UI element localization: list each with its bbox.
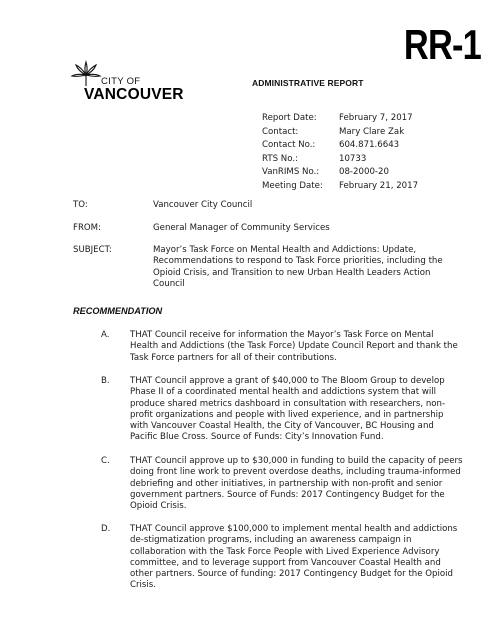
city-of-vancouver-logo (70, 60, 190, 106)
meta-label: RTS No.: (262, 153, 298, 164)
to-label: TO: (73, 200, 88, 210)
recommendation-letter: B. (101, 376, 110, 386)
meta-label: VanRIMS No.: (262, 167, 320, 178)
leaf-emblem-icon (70, 60, 102, 88)
meta-label: Contact No.: (262, 140, 316, 151)
from-row (73, 223, 443, 234)
meta-value: 10733 (339, 153, 367, 164)
meta-label: Meeting Date: (262, 180, 323, 191)
subject-label: SUBJECT: (73, 245, 112, 255)
meta-row (262, 166, 418, 180)
recommendation-text: THAT Council approve $100,000 to implement mental health and addictions de-stigmatization programs, including an awareness campaign in collaboration with the Task Force People with Lived Experience Advisory committee, and to leverage support from Vancouver Coastal Health and other partners. Source of funding: 2017 Contingency Budget for the Opioid Crisis. (130, 524, 458, 591)
recommendation-item (73, 376, 463, 444)
meta-row (262, 139, 418, 153)
to-value: Vancouver City Council (153, 200, 253, 210)
meta-label: Report Date: (262, 113, 317, 123)
recommendation-letter: C. (101, 456, 110, 466)
from-value: General Manager of Community Services (153, 223, 330, 233)
meta-row (262, 153, 418, 167)
subject-value: Mayor’s Task Force on Mental Health and Addictions: Update, Recommendations to respond to Task Force priorities, including the Opioid Crisis, and Transition to new Urban Health Leaders Action Council (153, 245, 443, 290)
to-row (73, 200, 443, 211)
from-label: FROM: (73, 223, 101, 233)
recommendation-item (73, 456, 463, 512)
recommendation-heading: RECOMMENDATION (73, 306, 163, 316)
meta-value: 08-2000-20 (339, 167, 389, 178)
recommendation-text: THAT Council approve up to $30,000 in funding to build the capacity of peers doing front line work to prevent overdose deaths, including trauma-informed debriefing and other initiatives, in partnership with non-profit and senior government partners. Source of Funds: 2017 Contingency Budget for the Opioid Crisis. (130, 456, 463, 512)
meta-value: February 7, 2017 (339, 113, 413, 123)
recommendation-letter: A. (101, 330, 110, 340)
meta-row (262, 180, 418, 194)
meta-row (262, 112, 418, 126)
document-code: RR-1 (403, 21, 481, 68)
meta-value: 604.871.6643 (339, 140, 400, 151)
report-meta (262, 112, 418, 194)
recommendation-text: THAT Council approve a grant of $40,000 to The Bloom Group to develop Phase II of a coordinated mental health and addictions system that will produce shared metrics dashboard in consultation with researchers, non- profit organizations and people with lived experience, and in partnership with Vancouver Coastal Health, the City of Vancouver, BC Housing and Pacific Blue Cross. Source of Funds: City’s Innovation Fund. (130, 376, 446, 443)
subject-row (73, 245, 443, 291)
meta-value: February 21, 2017 (339, 180, 419, 191)
meta-row (262, 126, 418, 140)
meta-value: Mary Clare Zak (339, 126, 405, 137)
recommendation-text: THAT Council receive for information the Mayor’s Task Force on Mental Health and Addictions (the Task Force) Update Council Report and thank the Task Force partners for all of their contributions. (130, 330, 458, 363)
meta-label: Contact: (262, 126, 299, 137)
report-type-title: ADMINISTRATIVE REPORT (252, 78, 364, 88)
logo-city-of: CITY OF (101, 76, 141, 87)
recommendation-item (73, 330, 463, 364)
recommendation-letter: D. (101, 524, 111, 534)
recommendation-item (73, 524, 463, 592)
logo-vancouver: VANCOUVER (84, 86, 184, 103)
